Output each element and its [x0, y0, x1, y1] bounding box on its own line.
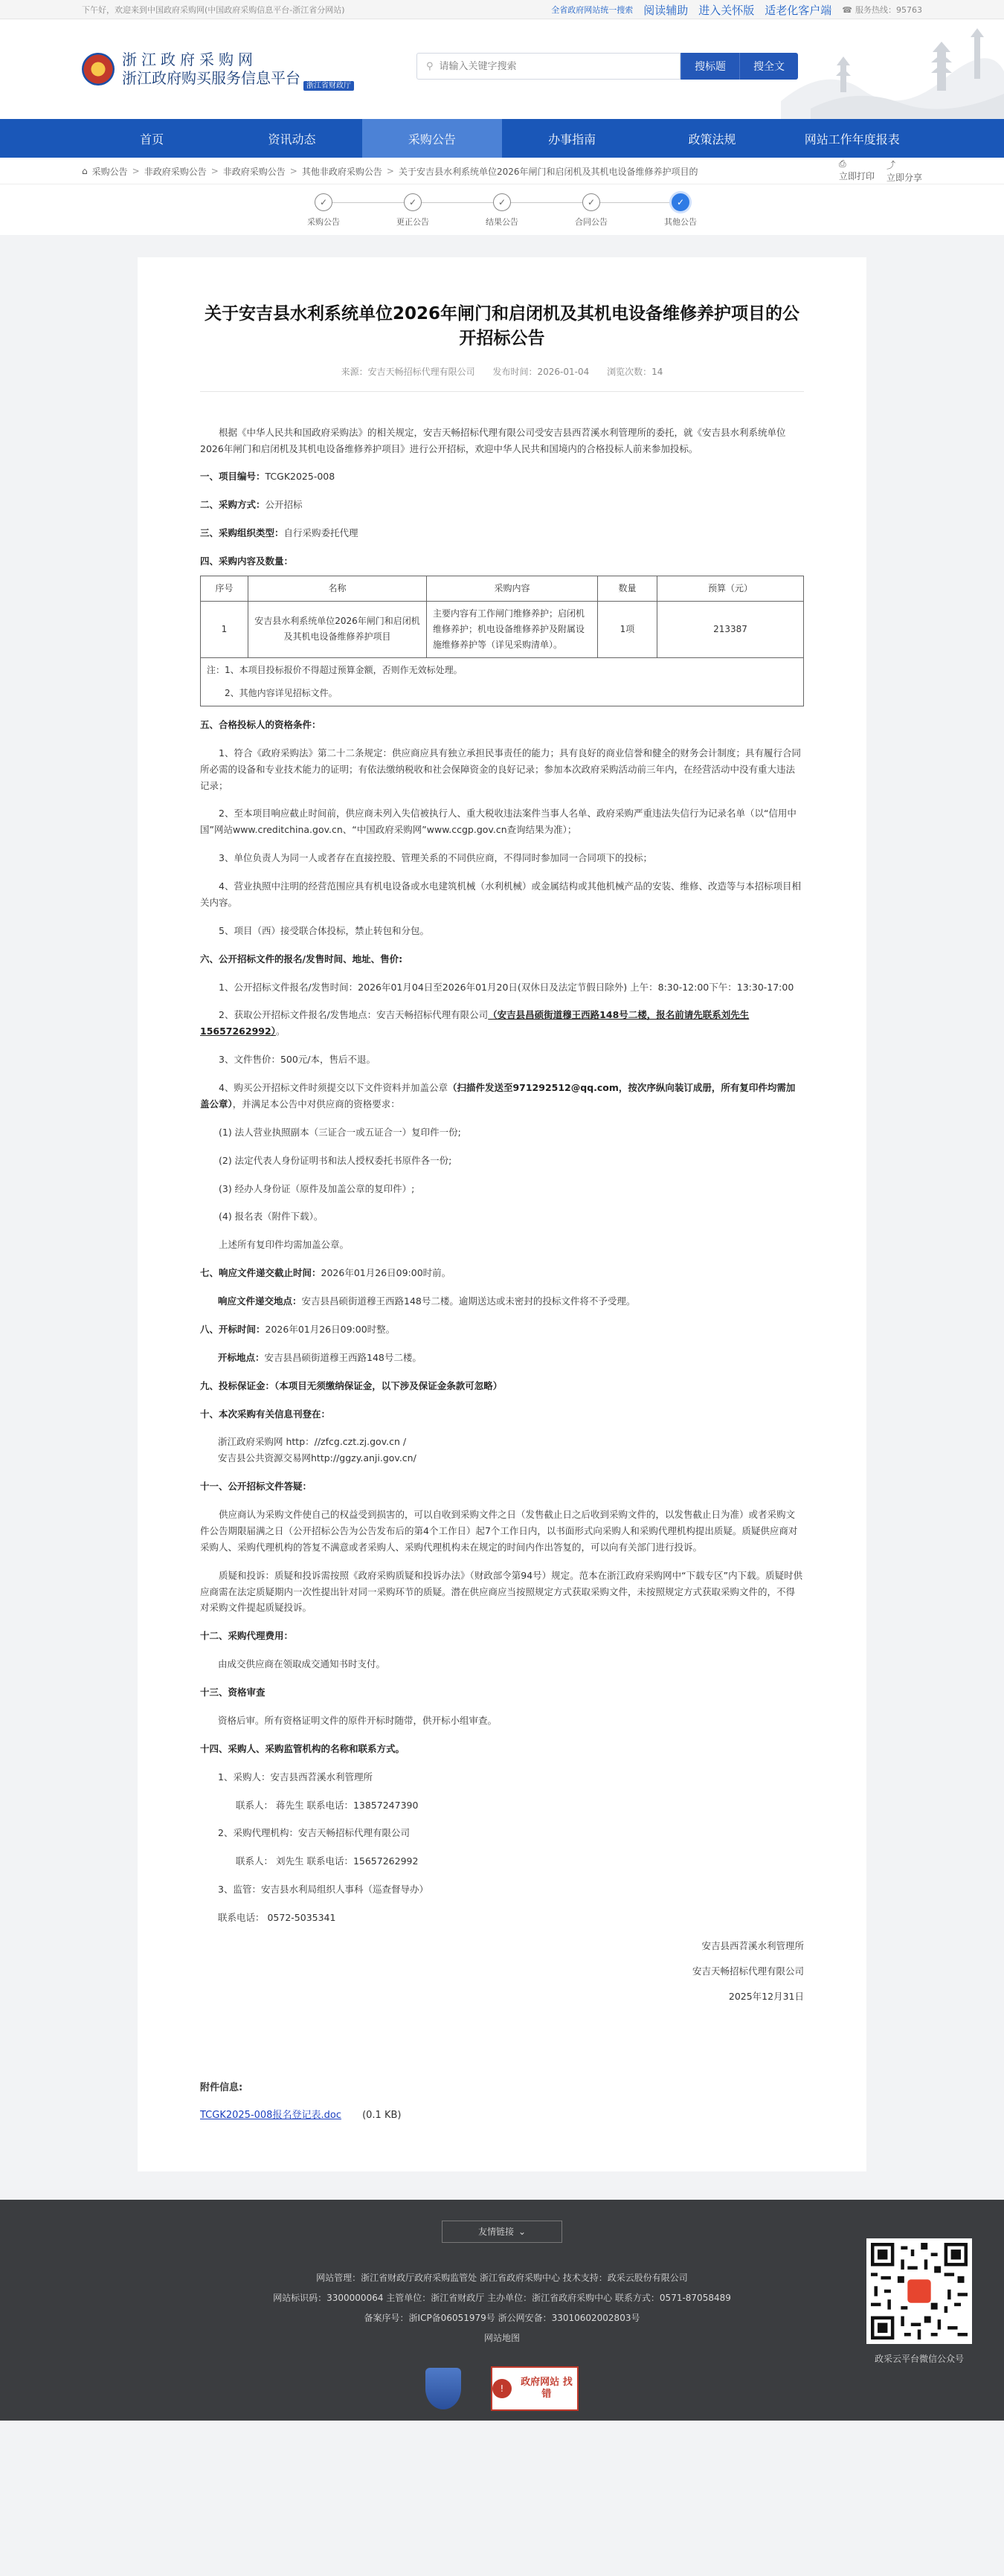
- table-cell: 1项: [598, 601, 657, 657]
- phone-icon: ☎: [842, 4, 852, 15]
- chevron-down-icon: ⌄: [518, 2226, 527, 2237]
- table-cell: 主要内容有工作闸门维修养护；启闭机维修养护；机电设备维修养护及附属设施维修养护等（详见采购清单）。: [427, 601, 598, 657]
- breadcrumb-separator: >: [210, 166, 219, 176]
- site-logo[interactable]: [82, 51, 354, 88]
- site-footer: [0, 2200, 1004, 2421]
- check-icon: ✓: [493, 193, 511, 211]
- print-button[interactable]: ⎙ 立即打印: [838, 158, 875, 181]
- material-item: (1) 法人营业执照副本（三证合一或五证合一）复印件一份;: [219, 1126, 461, 1138]
- publish-site-link[interactable]: 安吉县公共资源交易网http://ggzy.anji.gov.cn/: [218, 1452, 416, 1464]
- nav-news[interactable]: 资讯动态: [268, 132, 316, 146]
- article-title: 关于安吉县水利系统单位2026年闸门和启闭机及其机电设备维修养护项目的公开招标公告: [204, 304, 799, 349]
- review-text: 资格后审。所有资格证明文件的原件开标时随带，供开标小组审查。: [218, 1714, 498, 1726]
- agency-fee-text: 由成交供应商在领取成交通知书时支付。: [218, 1658, 386, 1670]
- breadcrumb-item[interactable]: 采购公告: [91, 166, 128, 177]
- table-row: [201, 601, 804, 657]
- contact-agency-person: 联系人： 刘先生 联系电话：15657262992: [236, 1855, 419, 1867]
- site-title-line2: 浙江政府购买服务信息平台 $_{浙江省财政厅}$: [122, 69, 354, 88]
- top-strip: [0, 0, 1004, 19]
- error-report-icon: !: [492, 2379, 512, 2398]
- attachment-heading: 附件信息:: [200, 2081, 243, 2093]
- step-purchase[interactable]: ✓ 采购公告: [294, 193, 353, 228]
- publish-site-link[interactable]: 浙江政府采购网 http：//zfcg.czt.zj.gov.cn /: [218, 1436, 407, 1448]
- footer-line: 备案序号：浙ICP备06051979号 浙公网安备：33010602002803号: [364, 2312, 640, 2323]
- table-header: 采购内容: [427, 576, 598, 601]
- section-content-heading: 四、采购内容及数量：: [200, 556, 294, 567]
- deadline-location: 响应文件递交地点：安吉县昌硕街道穆王西路148号二楼。逾期送达或未密封的投标文件将不予受理。: [218, 1295, 636, 1307]
- care-version-link[interactable]: 进入关怀版: [698, 3, 755, 17]
- site-title-line1: 浙江政府采购网: [122, 51, 257, 68]
- breadcrumb: [82, 165, 698, 178]
- elder-client-link[interactable]: 适老化客户端: [765, 3, 832, 17]
- breadcrumb-item[interactable]: 非政府采购公告: [144, 166, 207, 177]
- nav-announcements[interactable]: 采购公告: [362, 119, 502, 158]
- friendly-links-dropdown[interactable]: 友情链接 ⌄: [442, 2221, 562, 2243]
- section-project-number: 一、项目编号：TCGK2025-008: [200, 471, 335, 483]
- breadcrumb-item[interactable]: 非政府采购公告: [222, 166, 286, 177]
- file-sale-requirements: 4、购买公开招标文件时须提交以下文件资料并加盖公章（扫描件发送至971292512@qq.com，按次序纵向装订成册，所有复印件均需加盖公章），并满足本公告中对供应商的资格要求：: [200, 1082, 796, 1110]
- site-header: [0, 19, 1004, 119]
- table-cell: 1: [201, 601, 248, 657]
- section-contacts: 十四、采购人、采购监管机构的名称和联系方式。: [200, 1742, 405, 1754]
- search-bar: [416, 53, 798, 80]
- sitemap-link[interactable]: 网站地图: [483, 2332, 520, 2343]
- read-assist-link[interactable]: 阅读辅助: [643, 3, 689, 17]
- table-note-row: [201, 657, 804, 706]
- main-nav: [0, 119, 1004, 158]
- step-correction[interactable]: ✓ 更正公告: [383, 193, 443, 228]
- table-header: 序号: [201, 576, 248, 601]
- section-agency-fee: 十二、采购代理费用：: [200, 1630, 294, 1642]
- section-opening-time: 八、开标时间：2026年01月26日09:00时整。: [200, 1323, 396, 1335]
- section-review: 十三、资格审查: [200, 1687, 266, 1698]
- nav-policy[interactable]: 政策法规: [688, 132, 736, 146]
- table-header: 预算（元）: [657, 576, 804, 601]
- check-icon: ✓: [672, 193, 689, 211]
- opening-location: 开标地点：安吉县昌硕街道穆王西路148号二楼。: [218, 1351, 422, 1363]
- qualification-item: 5、项目（西）接受联合体投标，禁止转包和分包。: [219, 924, 429, 936]
- section-qa: 十一、公开招标文件答疑：: [200, 1481, 312, 1493]
- file-sale-place: 2、获取公开招标文件报名/发售地点：安吉天畅招标代理有限公司（安吉县昌硕街道穆王西路148号二楼，报名前请先联系刘先生15657262992）。: [200, 1009, 750, 1037]
- footer-badges: [425, 2366, 579, 2411]
- table-header: 数量: [598, 576, 657, 601]
- attachment-file-link[interactable]: TCGK2025-008报名登记表.doc: [200, 2109, 341, 2121]
- qa-paragraph: 质疑和投诉：质疑和投诉需按照《政府采购质疑和投诉办法》（财政部令第94号）规定。范本在浙江政府采购网中“下载专区”内下载。质疑时供应商需在法定质疑期内一次性提出针对同一采购环节的质疑。潜在供应商应当按照规定方式获取采购文件，未按照规定方式获取采购文件的，不得对采购文件提起质疑投诉。: [200, 1569, 803, 1614]
- article-meta: [200, 365, 804, 392]
- qr-caption: 政采云平台微信公众号: [874, 2353, 964, 2364]
- share-icon: ⤴: [886, 160, 895, 170]
- intro-paragraph: 根据《中华人民共和国政府采购法》的相关规定，安吉天畅招标代理有限公司受安吉县西苕溪水利管理所的委托，就《安吉县水利系统单位2026年闸门和启闭机及其机电设备维修养护项目》进行公开招标，欢迎中华人民共和国境内的合格投标人前来参加投标。: [200, 426, 786, 454]
- article-date: 发布时间：2026-01-04: [492, 366, 590, 377]
- breadcrumb-separator: >: [132, 166, 140, 176]
- attachment-file-size: (0.1 KB): [362, 2109, 402, 2121]
- qualification-item: 2、至本项目响应截止时间前，供应商未列入失信被执行人、重大税收违法案件当事人名单、政府采购严重违法失信行为记录名单（以“信用中国”网站www.creditchina.gov.cn、“中国政府采购网”www.ccgp.gov.cn查询结果为准）；: [200, 808, 797, 836]
- signature-block: [200, 1938, 804, 2005]
- search-title-button[interactable]: 搜标题: [680, 53, 739, 80]
- contact-supervisor-phone: 联系电话： 0572-5035341: [218, 1912, 336, 1924]
- material-item: (3) 经办人身份证（原件及加盖公章的复印件）;: [219, 1182, 415, 1194]
- nav-annual-report[interactable]: 网站工作年度报表: [804, 132, 900, 146]
- breadcrumb-separator: >: [289, 166, 297, 176]
- contact-purchaser-person: 联系人： 蒋先生 联系电话：13857247390: [236, 1799, 419, 1811]
- qualification-item: 3、单位负责人为同一人或者存在直接控股、管理关系的不同供应商，不得同时参加同一合同项下的投标；: [219, 852, 652, 864]
- article-source: 来源：安吉天畅招标代理有限公司: [341, 366, 475, 377]
- article-body: [200, 392, 804, 2005]
- search-input[interactable]: [440, 61, 663, 72]
- site-tag: 浙江省财政厅: [303, 81, 354, 91]
- table-note: 注：1、本项目投标报价不得超过预算金额，否则作无效标处理。 2、其他内容详见招标文件。: [201, 657, 804, 706]
- material-item: (2) 法定代表人身份证明书和法人授权委托书原件各一份;: [219, 1154, 452, 1166]
- contact-supervisor: 3、监管：安吉县水利局组织人事科（巡查督导办）: [218, 1884, 428, 1896]
- contact-purchaser: 1、采购人：安吉县西苕溪水利管理所: [218, 1771, 373, 1783]
- home-icon: ⌂: [82, 166, 88, 176]
- section-deposit: 九、投标保证金：（本项目无须缴纳保证金，以下涉及保证金条款可忽略）: [200, 1379, 503, 1391]
- breadcrumb-bar: [0, 158, 1004, 184]
- section-qualification-heading: 五、合格投标人的资格条件：: [200, 718, 321, 730]
- qualification-item: 4、营业执照中注明的经营范围应具有机电设备或水电建筑机械（水利机械）或金属结构或其他机械产品的安装、维修、改造等与本招标项目相关内容。: [200, 880, 801, 908]
- national-emblem-icon: [82, 53, 115, 86]
- footer-info: [0, 2268, 1004, 2348]
- nav-home[interactable]: 首页: [140, 132, 164, 146]
- qualification-item: 1、符合《政府采购法》第二十二条规定：供应商应具有独立承担民事责任的能力；具有良好的商业信誉和健全的财务会计制度；具有履行合同所必需的设备和专业技术能力的证明；有依法缴纳税收和社会保障资金的良好记录；参加本次政府采购活动前三年内，在经营活动中没有重大违法记录；: [200, 747, 801, 791]
- search-fulltext-button[interactable]: 搜全文: [739, 53, 798, 80]
- section-deadline: 七、响应文件递交截止时间：2026年01月26日09:00时前。: [200, 1267, 451, 1279]
- header-scenery-image: [781, 19, 1004, 119]
- step-contract[interactable]: ✓ 合同公告: [561, 193, 621, 228]
- nav-guide[interactable]: 办事指南: [548, 132, 596, 146]
- article-views: 浏览次数：14: [607, 366, 663, 377]
- footer-line: 网站标识码：3300000064 主管单位：浙江省财政厅 主办单位：浙江省政府采购中心 联系方式：0571-87058489: [273, 2292, 731, 2303]
- article-card: [138, 257, 866, 2171]
- wechat-qr: [864, 2238, 974, 2365]
- contact-agency: 2、采购代理机构：安吉天畅招标代理有限公司: [218, 1827, 410, 1839]
- check-icon: ✓: [315, 193, 332, 211]
- attachment-section: [200, 2079, 804, 2121]
- signature-purchaser: 安吉县西苕溪水利管理所: [701, 1939, 804, 1951]
- check-icon: ✓: [404, 193, 422, 211]
- section-organization-type: 三、采购组织类型：自行采购委托代理: [200, 527, 358, 539]
- share-button[interactable]: ⤴ 立即分享: [886, 160, 922, 183]
- party-gov-badge-icon[interactable]: [425, 2368, 461, 2409]
- search-input-wrap: [416, 53, 680, 80]
- signature-date: 2025年12月31日: [728, 1990, 804, 2002]
- province-search-link[interactable]: 全省政府网站统一搜索: [551, 5, 634, 15]
- material-item: (4) 报名表（附件下载）。: [219, 1211, 324, 1223]
- procurement-table: [200, 576, 804, 706]
- breadcrumb-separator: >: [386, 166, 394, 176]
- qr-code-image: [866, 2238, 972, 2344]
- check-icon: ✓: [582, 193, 600, 211]
- file-sale-price: 3、文件售价：500元/本，售后不退。: [219, 1054, 376, 1066]
- section-procurement-method: 二、采购方式：公开招标: [200, 499, 303, 511]
- table-cell: 213387: [657, 601, 804, 657]
- gov-site-error-badge[interactable]: ! 政府网站 找错: [491, 2366, 579, 2411]
- printer-icon: ⎙: [838, 158, 846, 169]
- table-header: 名称: [248, 576, 427, 601]
- service-hotline-text: 服务热线：95763: [855, 5, 922, 15]
- file-sale-time: 1、公开招标文件报名/发售时间：2026年01月04日至2026年01月20日(双休日及法定节假日除外) 上午：8:30-12:00下午：13:30-17:00: [219, 981, 794, 993]
- table-cell: 安吉县水利系统单位2026年闸门和启闭机及其机电设备维修养护项目: [248, 601, 427, 657]
- service-hotline: [842, 4, 922, 16]
- qa-paragraph: 供应商认为采购文件使自己的权益受到损害的，可以自收到采购文件之日（发售截止日之后收到采购文件的，以发售截止日为准）或者采购文件公告期限届满之日（公开招标公告为公告发布后的第4个工作日）起7个工作日内，以书面形式向采购人和采购代理机构提出质疑。质疑供应商对采购人、采购代理机构的答复不满意或者采购人、采购代理机构未在规定的时间内作出答复的，可以向有关部门进行投诉。: [200, 1509, 798, 1553]
- section-file-sale-heading: 六、公开招标文件的报名/发售时间、地址、售价:: [200, 953, 403, 965]
- step-result[interactable]: ✓ 结果公告: [472, 193, 532, 228]
- welcome-text: 下午好，欢迎来到中国政府采购网(中国政府采购信息平台-浙江省分网站): [82, 5, 345, 15]
- signature-agency: 安吉天畅招标代理有限公司: [692, 1965, 804, 1977]
- announcement-steps: [0, 184, 1004, 235]
- footer-line: 网站管理：浙江省财政厅政府采购监管处 浙江省政府采购中心 技术支持：政采云股份有限公司: [316, 2272, 688, 2283]
- search-icon: ⚲: [426, 60, 434, 72]
- section-publish-sites: 十、本次采购有关信息刊登在：: [200, 1408, 331, 1420]
- step-other[interactable]: ✓ 其他公告: [651, 193, 710, 228]
- material-note: 上述所有复印件均需加盖公章。: [219, 1239, 350, 1251]
- breadcrumb-item[interactable]: 其他非政府采购公告: [301, 166, 382, 177]
- breadcrumb-current: 关于安吉县水利系统单位2026年闸门和启闭机及其机电设备维修养护项目的: [398, 166, 698, 177]
